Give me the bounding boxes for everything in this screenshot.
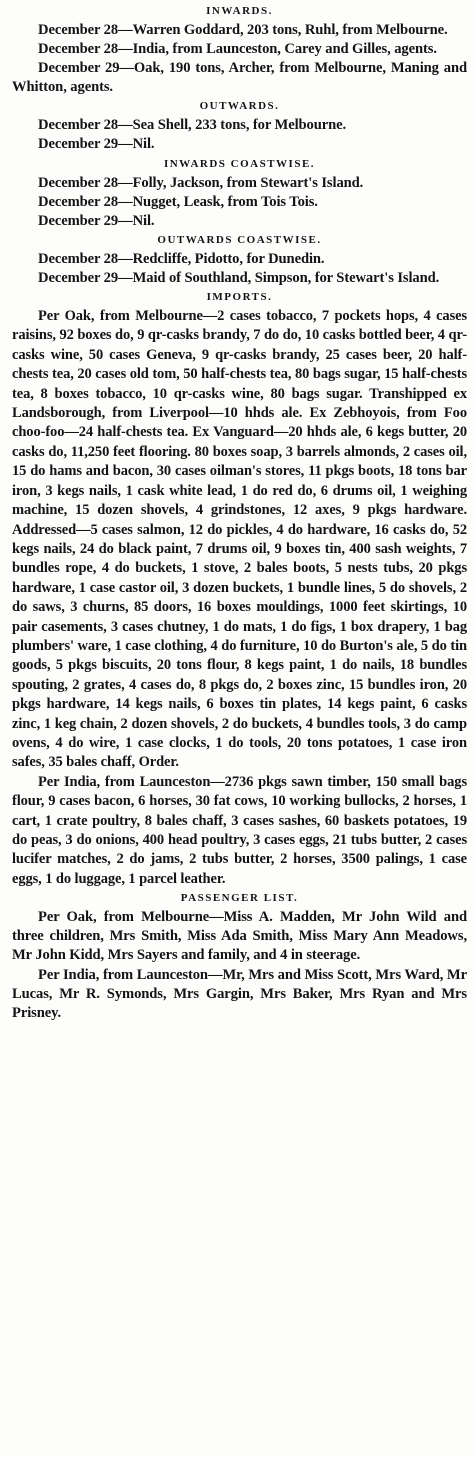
shipping-entry: December 29—Nil. [38, 212, 155, 229]
shipping-entry: December 29—Oak, 190 tons, Archer, from Melbourne, Maning and Whitton, agents. [12, 60, 467, 96]
shipping-entry: December 28—Sea Shell, 233 tons, for Melbourne. [38, 117, 347, 134]
section-heading-outwards-coastwise: OUTWARDS COASTWISE. [157, 233, 322, 246]
passenger-entry: Per Oak, from Melbourne—Miss A. Madden, Mr John Wild and three children, Mrs Smith, Miss Ada Smith, Miss Mary Ann Meadows, Mr John Kidd, Mrs Sayers and family, and 4 in steerage. [12, 909, 467, 964]
shipping-entry: December 28—Folly, Jackson, from Stewart's Island. [38, 174, 364, 191]
section-heading-inwards: INWARDS. [206, 5, 273, 17]
shipping-entry: December 29—Maid of Southland, Simpson, for Stewart's Island. [38, 269, 440, 286]
inwards-section [12, 3, 467, 97]
imports-section [12, 289, 467, 889]
shipping-entry: December 29—Nil. [38, 136, 155, 153]
imports-entry-oak: Per Oak, from Melbourne—2 cases tobacco, 7 pockets hops, 4 cases raisins, 92 boxes do, 9 qr-casks brandy, 7 do do, 10 casks bottled beer, 4 qr-casks wine, 50 cases Geneva, 9 qr-casks brandy, 25 cases beer, 20 half-chests tea, 20 cases old tom, 50 half-chests tea, 80 bags sugar, 15 half-chests tea, 8 boxes tobacco, 10 qr-casks wine, 80 bags sugar. Transhipped ex Landsborough, from Liverpool—10 hhds ale. Ex Zebhoyois, from Foo choo-foo—24 half-chests tea. Ex Vanguard—20 hhds ale, 6 kegs butter, 20 casks do, 11,250 feet flooring. 80 boxes soap, 3 barrels almonds, 2 cases oil, 15 do hams and bacon, 30 cases oilman's stores, 11 pkgs boots, 18 tons bar iron, 3 kegs nails, 1 cask white lead, 1 do red do, 6 drums oil, 1 weighing machine, 15 dozen shovels, 4 grindstones, 12 axes, 9 pkgs hardware. Addressed—5 cases salmon, 12 do pickles, 4 do hardware, 16 casks do, 52 kegs nails, 24 do black paint, 7 drums oil, 9 boxes tin, 400 sash weights, 7 bundles rope, 4 do buckets, 1 stove, 2 bales boots, 5 nests tubs, 20 pkgs hardware, 1 case castor oil, 3 dozen buckets, 1 bundle lines, 5 do shovels, 2 do saws, 3 churns, 85 doors, 16 boxes mouldings, 1000 feet skirtings, 10 pair casements, 3 cases chutney, 1 do mats, 1 do figs, 1 box drapery, 1 bag plumbers' ware, 1 case clothing, 4 do furniture, 10 do Burton's ale, 5 do tin goods, 5 pkgs biscuits, 20 tons flour, 8 kegs paint, 1 do nails, 18 bundles spouting, 2 grates, 4 cases do, 8 pkgs do, 2 boxes zinc, 15 bundles iron, 20 pkgs hardware, 14 kegs nails, 6 boxes tin plates, 14 kegs paint, 6 casks zinc, 1 keg chain, 2 dozen shovels, 2 do buckets, 4 bundles tools, 3 do camp ovens, 4 do wire, 1 case clocks, 1 do tools, 20 tons potatoes, 1 case iron safes, 35 bales chaff, Order. [12, 308, 467, 771]
section-heading-inwards-coastwise: INWARDS COASTWISE. [163, 157, 316, 170]
shipping-entry: December 28—India, from Launceston, Carey and Gilles, agents. [38, 41, 437, 58]
section-heading-imports: IMPORTS. [206, 291, 273, 304]
passenger-list-section [12, 890, 467, 1023]
outwards-section [12, 98, 467, 154]
imports-entry-india: Per India, from Launceston—2736 pkgs sawn timber, 150 small bags flour, 9 cases bacon, 6 horses, 30 fat cows, 10 working bullocks, 2 horses, 1 cart, 1 crate poultry, 8 bales chaff, 3 cases sashes, 60 baskets potatoes, 19 do peas, 3 do onions, 400 head poultry, 3 cases eggs, 21 tubs butter, 2 cases lucifer matches, 2 do jams, 2 tubs butter, 2 horses, 3500 palings, 1 case eggs, 1 do luggage, 1 parcel leather. [12, 773, 467, 887]
section-heading-outwards: OUTWARDS. [199, 100, 280, 113]
passenger-entry: Per India, from Launceston—Mr, Mrs and Miss Scott, Mrs Ward, Mr Lucas, Mr R. Symonds, Mrs Gargin, Mrs Baker, Mrs Ryan and Mrs Prisney. [12, 966, 467, 1021]
shipping-entry: December 28—Nugget, Leask, from Tois Tois. [38, 193, 318, 210]
inwards-coastwise-section [12, 156, 467, 231]
outwards-coastwise-section [12, 232, 467, 288]
shipping-entry: December 28—Warren Goddard, 203 tons, Ruhl, from Melbourne. [38, 22, 448, 38]
shipping-entry: December 28—Redcliffe, Pidotto, for Dunedin. [38, 250, 325, 267]
section-heading-passenger-list: PASSENGER LIST. [180, 892, 299, 905]
